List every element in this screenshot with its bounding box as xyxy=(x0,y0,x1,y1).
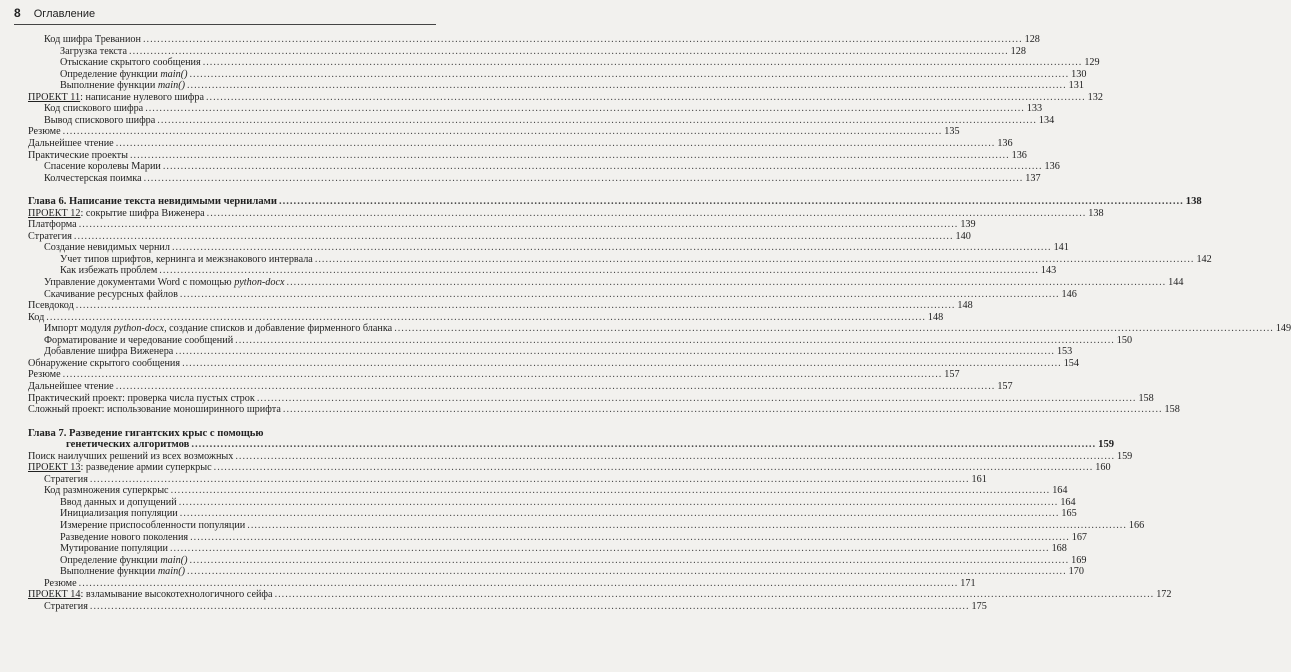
dot-leader xyxy=(214,462,1094,474)
toc-page-number: 139 xyxy=(960,219,976,231)
toc-entry xyxy=(28,531,1088,544)
toc-page-number: 128 xyxy=(1024,34,1040,45)
toc-entry xyxy=(28,346,1073,358)
dot-leader xyxy=(116,138,996,150)
toc-entry-title xyxy=(28,231,74,243)
toc-entry-title xyxy=(28,543,170,555)
toc-entry-title xyxy=(28,126,63,138)
toc-page-number: 134 xyxy=(1038,114,1055,126)
dot-leader xyxy=(180,289,1060,301)
dot-leader xyxy=(145,103,1025,115)
toc-entry xyxy=(28,380,1013,393)
toc-entry xyxy=(28,543,1067,555)
toc-entry xyxy=(28,428,444,440)
toc-entry-title xyxy=(28,508,180,520)
toc-entry xyxy=(28,265,1057,277)
toc-page-number: 167 xyxy=(1071,531,1088,543)
toc-entry-title xyxy=(28,428,265,440)
dot-leader xyxy=(203,57,1083,69)
toc-page-number: 169 xyxy=(1071,554,1087,566)
toc-page-number: 133 xyxy=(1026,103,1043,115)
toc-page-number: 135 xyxy=(944,126,960,138)
toc-entry xyxy=(28,473,987,486)
toc-entry-title xyxy=(28,242,172,254)
dot-leader xyxy=(144,173,1024,185)
toc-entry xyxy=(28,172,1041,185)
toc-entry xyxy=(28,404,1180,416)
dot-leader xyxy=(175,346,1055,358)
toc-entry-title xyxy=(28,451,235,463)
toc-page-number: 130 xyxy=(1071,68,1087,80)
dot-leader xyxy=(394,323,1274,335)
toc-page-number: 148 xyxy=(957,300,973,312)
toc-entry-title xyxy=(28,300,76,312)
toc-entry xyxy=(28,277,1184,289)
toc-page-number: 146 xyxy=(1061,288,1077,300)
toc-entry-title xyxy=(28,254,315,266)
toc-entry xyxy=(28,137,1013,150)
toc-entry-text: Практический проект: проверка числа пустых строк xyxy=(28,392,255,404)
dot-leader xyxy=(163,161,1043,173)
page-header xyxy=(14,6,436,25)
dot-leader xyxy=(190,69,1070,81)
toc-entry xyxy=(28,554,1087,567)
toc-entry-code: python-docx xyxy=(234,277,285,288)
toc-entry-title xyxy=(28,312,46,324)
toc-entry-code: python-docx xyxy=(113,323,165,335)
toc-entry xyxy=(28,34,1040,46)
toc-page-number: 150 xyxy=(1116,334,1133,346)
toc-page-number: 138 xyxy=(1185,196,1202,208)
toc-entry-title xyxy=(28,138,116,150)
toc-entry-text: Измерение приспособленности популяции xyxy=(60,520,246,531)
toc-entry xyxy=(28,242,1069,254)
dot-leader xyxy=(63,126,943,138)
toc-entry xyxy=(28,161,1060,173)
dot-leader xyxy=(157,115,1037,127)
dot-leader xyxy=(143,34,1023,46)
toc-page-number: 143 xyxy=(1040,265,1057,277)
dot-leader xyxy=(76,300,956,312)
toc-entry-text: Отыскание скрытого сообщения xyxy=(60,57,201,69)
toc-entry-text: Глава 6. Написание текста невидимыми чернилами xyxy=(28,196,277,208)
toc-entry-text: Практические проекты xyxy=(28,149,128,161)
toc-entry-text: Колчестерская поимка xyxy=(44,172,142,184)
toc-entry-text: Код шифра Треванион xyxy=(44,34,141,45)
toc-entry-text: Платформа xyxy=(28,219,77,231)
toc-page-number: 170 xyxy=(1068,566,1084,578)
toc-page-number: 136 xyxy=(997,137,1013,149)
toc-entry-code: main() xyxy=(157,80,185,92)
dot-leader xyxy=(180,508,1060,520)
toc-entry-text: ПРОЕКТ 11 xyxy=(28,91,81,103)
toc-entry xyxy=(28,357,1079,370)
toc-page-number: 137 xyxy=(1025,172,1041,184)
toc-entry-title xyxy=(28,381,116,393)
toc-entry xyxy=(28,103,1043,115)
toc-entry-title xyxy=(28,265,159,277)
toc-page-number: 140 xyxy=(955,230,971,242)
toc-entry xyxy=(28,207,1104,220)
toc-entry-text: Обнаружение скрытого сообщения xyxy=(28,357,181,369)
toc-entry xyxy=(28,311,944,324)
toc-entry-subtitle: : написание нулевого шифра xyxy=(80,91,204,103)
dot-leader xyxy=(190,532,1070,544)
toc-entry xyxy=(28,253,1212,266)
toc-entry-text: Код размножения суперкрыс xyxy=(44,485,169,497)
toc-entry-text: Стратегия xyxy=(28,230,72,242)
toc-entry-text: ПРОЕКТ 14 xyxy=(28,589,81,601)
dot-leader xyxy=(257,393,1137,405)
toc-page-number: 159 xyxy=(1098,439,1115,451)
toc-entry-text: Резюме xyxy=(28,369,61,381)
dot-leader xyxy=(130,150,1010,162)
toc-entry xyxy=(28,439,1115,451)
dot-leader xyxy=(275,589,1155,601)
toc-entry xyxy=(28,80,1084,92)
toc-entry xyxy=(28,196,1202,208)
toc-entry-title xyxy=(28,404,283,416)
toc-entry xyxy=(28,462,1111,474)
toc-entry xyxy=(28,300,973,312)
toc-entry-title xyxy=(28,69,190,81)
toc-entry-title xyxy=(28,161,163,173)
toc-entry xyxy=(28,91,1103,104)
dot-leader xyxy=(79,578,959,590)
toc-page-number: 154 xyxy=(1063,357,1079,369)
toc-entry-title xyxy=(28,589,275,601)
toc-page-number: 158 xyxy=(1164,404,1180,416)
toc-entry-text: Учет типов шрифтов, кернинга и межзнакового интервала xyxy=(60,253,313,265)
toc-entry xyxy=(28,589,1172,601)
toc-page-number: 136 xyxy=(1011,149,1027,161)
toc-entry-title xyxy=(28,358,182,370)
toc-entry xyxy=(28,520,1145,532)
toc-entry xyxy=(28,126,960,138)
dot-leader xyxy=(247,520,1127,532)
toc-entry-text: Ввод данных и допущений xyxy=(60,496,177,508)
toc-page-number: 149 xyxy=(1275,323,1291,335)
toc-entry-text: Выполнение функции xyxy=(60,80,158,92)
toc-entry-title xyxy=(28,393,257,405)
toc-entry-subtitle: : взламывание высокотехнологичного сейфа xyxy=(80,589,273,601)
toc-entry-title xyxy=(28,566,187,578)
toc-entry-title xyxy=(28,34,143,46)
toc-entry-title xyxy=(28,485,171,497)
toc-entry-text: Загрузка текста xyxy=(60,45,128,57)
toc-entry-title xyxy=(28,80,187,92)
toc-entry-title xyxy=(28,369,63,381)
toc-entry-text: Дальнейшее чтение xyxy=(28,380,114,392)
dot-leader xyxy=(287,277,1167,289)
toc-entry-text: Спасение королевы Марии xyxy=(44,161,161,173)
toc-page-number: 164 xyxy=(1052,485,1068,497)
toc-entry-code: main() xyxy=(157,566,185,578)
page-number: 8 xyxy=(14,6,21,20)
toc-entry-text: Управление документами Word с помощью xyxy=(44,277,235,288)
toc-entry-text: Вывод спискового шифра xyxy=(44,114,156,126)
toc-page-number: 159 xyxy=(1116,450,1133,462)
toc-page-number: 168 xyxy=(1051,543,1067,555)
toc-page-number: 171 xyxy=(960,577,976,589)
dot-leader xyxy=(46,312,926,324)
toc-entry xyxy=(28,508,1077,520)
toc-entry-subtitle: : сокрытие шифра Виженера xyxy=(80,207,205,219)
dot-leader xyxy=(159,265,1039,277)
dot-leader xyxy=(74,231,954,243)
toc-entry-title xyxy=(28,346,175,358)
toc-entry-text: Создание невидимых чернил xyxy=(44,242,170,254)
toc-entry-title xyxy=(28,497,179,509)
dot-leader xyxy=(187,80,1067,92)
toc-page-number: 158 xyxy=(1138,392,1154,404)
toc-page-number: 128 xyxy=(1010,45,1026,57)
dot-leader xyxy=(129,46,1009,58)
dot-leader xyxy=(170,543,1050,555)
toc-entry xyxy=(28,288,1077,301)
toc-page-number: 131 xyxy=(1068,80,1084,92)
toc-page-number: 157 xyxy=(944,369,960,381)
toc-entry-code: main() xyxy=(160,68,188,80)
toc-entry-title xyxy=(28,208,207,220)
dot-leader xyxy=(235,451,1115,463)
toc-entry-title xyxy=(28,196,279,208)
toc-entry-title xyxy=(28,173,144,185)
toc-entry-title xyxy=(28,323,394,335)
dot-leader xyxy=(187,566,1067,578)
toc-page-number: 153 xyxy=(1056,346,1073,358)
toc-entry-text: Дальнейшее чтение xyxy=(28,137,114,149)
toc-entry-title xyxy=(28,103,145,115)
toc-entry-text: Как избежать проблем xyxy=(60,265,158,277)
toc-entry xyxy=(28,392,1154,405)
toc-page-number: 142 xyxy=(1196,253,1212,265)
toc-entry xyxy=(28,114,1055,127)
dot-leader xyxy=(283,404,1163,416)
toc-entry xyxy=(28,149,1027,162)
dot-leader xyxy=(190,555,1070,567)
toc-entry-text: Резюме xyxy=(44,577,77,589)
toc-entry xyxy=(28,57,1100,69)
toc-page-number: 165 xyxy=(1061,508,1077,520)
toc-entry-text: Псевдокод xyxy=(28,300,74,312)
toc-entry-title xyxy=(28,219,79,231)
dot-leader xyxy=(207,208,1087,220)
dot-leader xyxy=(235,335,1115,347)
toc-entry-title xyxy=(28,578,79,590)
toc-entry-text: ПРОЕКТ 13 xyxy=(28,462,81,474)
toc-entry-text: ПРОЕКТ 12 xyxy=(28,207,81,219)
toc-entry xyxy=(28,450,1133,463)
dot-leader xyxy=(279,196,1184,208)
toc-entry-title xyxy=(28,474,90,486)
toc-entry-title xyxy=(28,462,214,474)
toc-page-number: 132 xyxy=(1087,91,1103,103)
toc-entry-text: Глава 7. Разведение гигантских крыс с помощью xyxy=(28,427,264,439)
toc-page-number: 148 xyxy=(927,311,944,323)
toc-entry-text: Выполнение функции xyxy=(60,566,158,578)
dot-leader xyxy=(315,254,1195,266)
toc-page-number: 166 xyxy=(1128,520,1145,531)
toc-entry-text: Форматирование и чередование сообщений xyxy=(44,334,234,346)
toc-page-number: 136 xyxy=(1044,161,1060,173)
dot-leader xyxy=(179,497,1059,509)
toc-page-number: 138 xyxy=(1088,207,1104,219)
toc-entry xyxy=(28,566,1084,578)
toc-page-number: 161 xyxy=(971,473,987,485)
toc-entry-text: Мутирование популяции xyxy=(60,543,168,555)
toc-entry-text: Разведение нового поколения xyxy=(60,531,189,543)
toc-entry-subtitle: , создание списков и добавление фирменного бланка xyxy=(164,323,393,335)
toc-entry xyxy=(28,68,1087,81)
toc-entry-text: Импорт модуля xyxy=(44,323,114,335)
toc-entry-text: Добавление шифра Виженера xyxy=(44,346,174,358)
toc-entry-text: Код xyxy=(28,311,45,323)
toc-entry xyxy=(28,577,976,590)
dot-leader xyxy=(90,601,970,613)
toc-entry-text: генетических алгоритмов xyxy=(66,439,190,451)
toc-entry xyxy=(28,496,1076,509)
dot-leader xyxy=(182,358,1062,370)
toc-entry-title xyxy=(28,46,129,58)
toc-entry-title xyxy=(28,289,180,301)
toc-entry xyxy=(28,45,1026,58)
toc-entry-text: Скачивание ресурсных файлов xyxy=(44,288,178,300)
toc-entry-text: Инициализация популяции xyxy=(60,508,178,520)
toc-entry xyxy=(28,219,976,231)
dot-leader xyxy=(116,381,996,393)
toc-page-number: 144 xyxy=(1168,277,1184,288)
toc-page-number: 175 xyxy=(971,600,987,612)
toc-page-number: 157 xyxy=(997,380,1013,392)
toc-entry-title xyxy=(28,92,206,104)
toc-entry xyxy=(28,323,1291,335)
toc-entry xyxy=(28,230,971,243)
toc-page-number: 164 xyxy=(1060,496,1076,508)
toc-entry-title xyxy=(28,150,130,162)
dot-leader xyxy=(206,92,1086,104)
toc-entry-text: Стратегия xyxy=(44,600,88,612)
toc-entry-title xyxy=(28,532,190,544)
dot-leader xyxy=(191,439,1096,451)
dot-leader xyxy=(171,485,1051,497)
toc-entry-title xyxy=(28,601,90,613)
toc-entry xyxy=(28,334,1133,347)
toc-entry-title xyxy=(28,277,287,289)
toc-entry-title xyxy=(28,439,191,451)
toc-entry-title xyxy=(28,520,247,532)
toc-entry-text: Определение функции xyxy=(60,554,161,566)
toc-entry-text: Поиск наилучших решений из всех возможных xyxy=(28,450,234,462)
toc-entry-text: Стратегия xyxy=(44,473,88,485)
toc-entry-text: Резюме xyxy=(28,126,61,138)
toc-entry-subtitle: : разведение армии суперкрыс xyxy=(80,462,212,474)
toc-entry xyxy=(28,369,960,381)
toc-page-number: 172 xyxy=(1156,589,1172,601)
toc-entry-text: Сложный проект: использование моноширинного шрифта xyxy=(28,404,281,416)
dot-leader xyxy=(90,474,970,486)
dot-leader xyxy=(265,428,444,440)
toc-entry xyxy=(28,600,987,613)
dot-leader xyxy=(172,242,1052,254)
toc-entry-title xyxy=(28,115,157,127)
toc-entry xyxy=(28,485,1068,497)
toc-entry-title xyxy=(28,57,203,69)
toc-entry-title xyxy=(28,555,190,567)
toc-page-number: 160 xyxy=(1095,462,1111,474)
toc-page-number: 141 xyxy=(1053,242,1069,254)
running-title: Оглавление xyxy=(33,8,96,20)
toc-entry-text: Определение функции xyxy=(60,68,161,80)
toc-entry-text: Код спискового шифра xyxy=(44,103,144,115)
toc-entry-code: main() xyxy=(160,554,188,566)
toc-entry-title xyxy=(28,335,235,347)
toc-page-number: 129 xyxy=(1084,57,1100,69)
dot-leader xyxy=(63,369,943,381)
dot-leader xyxy=(79,219,959,231)
